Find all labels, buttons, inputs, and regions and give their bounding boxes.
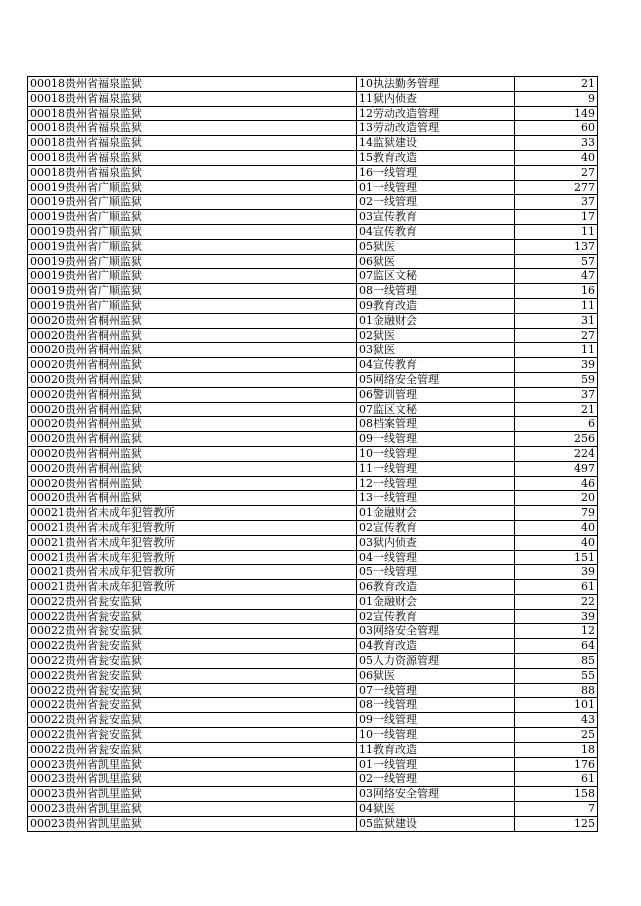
- count-cell: 33: [515, 136, 598, 151]
- table-row: [28, 550, 598, 565]
- table-body: [28, 77, 598, 832]
- unit-cell: 00019贵州省广顺监狱: [28, 254, 357, 269]
- post-cell: 07监区文秘: [357, 402, 515, 417]
- post-cell: 04狱医: [357, 802, 515, 817]
- unit-cell: 00020贵州省桐州监狱: [28, 402, 357, 417]
- table-row: [28, 358, 598, 373]
- table-row: [28, 180, 598, 195]
- table-row: [28, 417, 598, 432]
- unit-cell: 00020贵州省桐州监狱: [28, 461, 357, 476]
- count-cell: 17: [515, 210, 598, 225]
- unit-cell: 00020贵州省桐州监狱: [28, 476, 357, 491]
- count-cell: 39: [515, 609, 598, 624]
- post-cell: 15教育改造: [357, 150, 515, 165]
- table-row: [28, 343, 598, 358]
- unit-cell: 00018贵州省福泉监狱: [28, 91, 357, 106]
- count-cell: 158: [515, 787, 598, 802]
- post-cell: 08一线管理: [357, 698, 515, 713]
- unit-cell: 00018贵州省福泉监狱: [28, 106, 357, 121]
- unit-cell: 00019贵州省广顺监狱: [28, 298, 357, 313]
- table-row: [28, 787, 598, 802]
- table-row: [28, 461, 598, 476]
- count-cell: 39: [515, 358, 598, 373]
- table-row: [28, 372, 598, 387]
- count-cell: 497: [515, 461, 598, 476]
- post-cell: 01金融财会: [357, 594, 515, 609]
- count-cell: 137: [515, 239, 598, 254]
- table-row: [28, 742, 598, 757]
- post-cell: 03网络安全管理: [357, 624, 515, 639]
- count-cell: 176: [515, 757, 598, 772]
- unit-cell: 00018贵州省福泉监狱: [28, 121, 357, 136]
- post-cell: 03狱内侦查: [357, 535, 515, 550]
- unit-cell: 00022贵州省瓮安监狱: [28, 624, 357, 639]
- post-cell: 06警训管理: [357, 387, 515, 402]
- unit-cell: 00019贵州省广顺监狱: [28, 180, 357, 195]
- post-cell: 12一线管理: [357, 476, 515, 491]
- table-row: [28, 476, 598, 491]
- post-cell: 08档案管理: [357, 417, 515, 432]
- post-cell: 04一线管理: [357, 550, 515, 565]
- count-cell: 12: [515, 624, 598, 639]
- post-cell: 07一线管理: [357, 683, 515, 698]
- unit-cell: 00020贵州省桐州监狱: [28, 343, 357, 358]
- post-cell: 04宣传教育: [357, 224, 515, 239]
- table-row: [28, 609, 598, 624]
- count-cell: 22: [515, 594, 598, 609]
- count-cell: 101: [515, 698, 598, 713]
- count-cell: 64: [515, 639, 598, 654]
- unit-cell: 00020贵州省桐州监狱: [28, 387, 357, 402]
- count-cell: 125: [515, 816, 598, 831]
- table-row: [28, 224, 598, 239]
- unit-cell: 00022贵州省瓮安监狱: [28, 654, 357, 669]
- table-row: [28, 328, 598, 343]
- post-cell: 02狱医: [357, 328, 515, 343]
- count-cell: 37: [515, 387, 598, 402]
- unit-cell: 00023贵州省凯里监狱: [28, 802, 357, 817]
- count-cell: 6: [515, 417, 598, 432]
- table-row: [28, 713, 598, 728]
- table-row: [28, 639, 598, 654]
- post-cell: 05监狱建设: [357, 816, 515, 831]
- count-cell: 57: [515, 254, 598, 269]
- unit-cell: 00019贵州省广顺监狱: [28, 195, 357, 210]
- unit-cell: 00019贵州省广顺监狱: [28, 269, 357, 284]
- post-cell: 10执法勤务管理: [357, 77, 515, 92]
- count-cell: 151: [515, 550, 598, 565]
- post-cell: 09一线管理: [357, 713, 515, 728]
- unit-cell: 00019贵州省广顺监狱: [28, 224, 357, 239]
- table-row: [28, 698, 598, 713]
- unit-cell: 00023贵州省凯里监狱: [28, 772, 357, 787]
- unit-cell: 00020贵州省桐州监狱: [28, 491, 357, 506]
- post-cell: 04宣传教育: [357, 358, 515, 373]
- unit-cell: 00023贵州省凯里监狱: [28, 757, 357, 772]
- unit-cell: 00022贵州省瓮安监狱: [28, 698, 357, 713]
- post-cell: 02宣传教育: [357, 520, 515, 535]
- table-row: [28, 520, 598, 535]
- count-cell: 59: [515, 372, 598, 387]
- count-cell: 60: [515, 121, 598, 136]
- count-cell: 277: [515, 180, 598, 195]
- unit-cell: 00018贵州省福泉监狱: [28, 136, 357, 151]
- count-cell: 20: [515, 491, 598, 506]
- post-cell: 02一线管理: [357, 195, 515, 210]
- count-cell: 11: [515, 298, 598, 313]
- table-row: [28, 269, 598, 284]
- count-cell: 39: [515, 565, 598, 580]
- count-cell: 11: [515, 224, 598, 239]
- table-row: [28, 728, 598, 743]
- post-cell: 03宣传教育: [357, 210, 515, 225]
- unit-cell: 00020贵州省桐州监狱: [28, 446, 357, 461]
- unit-cell: 00022贵州省瓮安监狱: [28, 668, 357, 683]
- unit-cell: 00021贵州省未成年犯管教所: [28, 506, 357, 521]
- table-row: [28, 432, 598, 447]
- table-row: [28, 121, 598, 136]
- count-cell: 7: [515, 802, 598, 817]
- unit-cell: 00018贵州省福泉监狱: [28, 150, 357, 165]
- count-cell: 149: [515, 106, 598, 121]
- post-cell: 11教育改造: [357, 742, 515, 757]
- count-cell: 27: [515, 328, 598, 343]
- count-cell: 40: [515, 535, 598, 550]
- post-cell: 14监狱建设: [357, 136, 515, 151]
- table-row: [28, 284, 598, 299]
- count-cell: 40: [515, 520, 598, 535]
- count-cell: 55: [515, 668, 598, 683]
- post-cell: 04教育改造: [357, 639, 515, 654]
- post-cell: 16一线管理: [357, 165, 515, 180]
- count-cell: 47: [515, 269, 598, 284]
- post-cell: 05一线管理: [357, 565, 515, 580]
- post-cell: 05人力资源管理: [357, 654, 515, 669]
- unit-cell: 00018贵州省福泉监狱: [28, 165, 357, 180]
- unit-cell: 00020贵州省桐州监狱: [28, 417, 357, 432]
- unit-cell: 00019贵州省广顺监狱: [28, 210, 357, 225]
- count-cell: 27: [515, 165, 598, 180]
- table-row: [28, 491, 598, 506]
- table-row: [28, 91, 598, 106]
- count-cell: 61: [515, 580, 598, 595]
- unit-cell: 00020贵州省桐州监狱: [28, 432, 357, 447]
- unit-cell: 00021贵州省未成年犯管教所: [28, 535, 357, 550]
- table-row: [28, 565, 598, 580]
- unit-cell: 00022贵州省瓮安监狱: [28, 728, 357, 743]
- unit-cell: 00018贵州省福泉监狱: [28, 77, 357, 92]
- data-table: [27, 76, 598, 832]
- count-cell: 25: [515, 728, 598, 743]
- table-row: [28, 165, 598, 180]
- unit-cell: 00019贵州省广顺监狱: [28, 284, 357, 299]
- unit-cell: 00022贵州省瓮安监狱: [28, 683, 357, 698]
- count-cell: 61: [515, 772, 598, 787]
- table-row: [28, 210, 598, 225]
- count-cell: 256: [515, 432, 598, 447]
- unit-cell: 00020贵州省桐州监狱: [28, 313, 357, 328]
- unit-cell: 00022贵州省瓮安监狱: [28, 639, 357, 654]
- post-cell: 06教育改造: [357, 580, 515, 595]
- unit-cell: 00022贵州省瓮安监狱: [28, 609, 357, 624]
- post-cell: 06狱医: [357, 668, 515, 683]
- unit-cell: 00020贵州省桐州监狱: [28, 358, 357, 373]
- table-row: [28, 772, 598, 787]
- post-cell: 11狱内侦查: [357, 91, 515, 106]
- table-row: [28, 313, 598, 328]
- post-cell: 09一线管理: [357, 432, 515, 447]
- table-row: [28, 757, 598, 772]
- unit-cell: 00023贵州省凯里监狱: [28, 787, 357, 802]
- table-row: [28, 624, 598, 639]
- post-cell: 13一线管理: [357, 491, 515, 506]
- post-cell: 08一线管理: [357, 284, 515, 299]
- table-row: [28, 535, 598, 550]
- post-cell: 09教育改造: [357, 298, 515, 313]
- post-cell: 12劳动改造管理: [357, 106, 515, 121]
- table-row: [28, 298, 598, 313]
- post-cell: 07监区文秘: [357, 269, 515, 284]
- unit-cell: 00023贵州省凯里监狱: [28, 816, 357, 831]
- count-cell: 9: [515, 91, 598, 106]
- unit-cell: 00021贵州省未成年犯管教所: [28, 580, 357, 595]
- count-cell: 11: [515, 343, 598, 358]
- count-cell: 31: [515, 313, 598, 328]
- post-cell: 02宣传教育: [357, 609, 515, 624]
- unit-cell: 00019贵州省广顺监狱: [28, 239, 357, 254]
- unit-cell: 00022贵州省瓮安监狱: [28, 594, 357, 609]
- unit-cell: 00021贵州省未成年犯管教所: [28, 520, 357, 535]
- unit-cell: 00021贵州省未成年犯管教所: [28, 550, 357, 565]
- table-row: [28, 254, 598, 269]
- table-row: [28, 506, 598, 521]
- table-row: [28, 816, 598, 831]
- unit-cell: 00021贵州省未成年犯管教所: [28, 565, 357, 580]
- post-cell: 05网络安全管理: [357, 372, 515, 387]
- table-row: [28, 446, 598, 461]
- unit-cell: 00020贵州省桐州监狱: [28, 372, 357, 387]
- unit-cell: 00022贵州省瓮安监狱: [28, 713, 357, 728]
- count-cell: 85: [515, 654, 598, 669]
- count-cell: 21: [515, 402, 598, 417]
- post-cell: 10一线管理: [357, 728, 515, 743]
- count-cell: 40: [515, 150, 598, 165]
- table-row: [28, 802, 598, 817]
- count-cell: 79: [515, 506, 598, 521]
- table-row: [28, 136, 598, 151]
- count-cell: 16: [515, 284, 598, 299]
- count-cell: 18: [515, 742, 598, 757]
- count-cell: 43: [515, 713, 598, 728]
- table-row: [28, 683, 598, 698]
- table-row: [28, 106, 598, 121]
- count-cell: 21: [515, 77, 598, 92]
- post-cell: 01金融财会: [357, 313, 515, 328]
- post-cell: 03网络安全管理: [357, 787, 515, 802]
- table-row: [28, 580, 598, 595]
- table-row: [28, 387, 598, 402]
- post-cell: 01一线管理: [357, 180, 515, 195]
- post-cell: 01金融财会: [357, 506, 515, 521]
- post-cell: 13劳动改造管理: [357, 121, 515, 136]
- post-cell: 02一线管理: [357, 772, 515, 787]
- count-cell: 37: [515, 195, 598, 210]
- table-row: [28, 668, 598, 683]
- unit-cell: 00020贵州省桐州监狱: [28, 328, 357, 343]
- table-row: [28, 594, 598, 609]
- post-cell: 03狱医: [357, 343, 515, 358]
- post-cell: 10一线管理: [357, 446, 515, 461]
- post-cell: 05狱医: [357, 239, 515, 254]
- post-cell: 11一线管理: [357, 461, 515, 476]
- count-cell: 88: [515, 683, 598, 698]
- table-row: [28, 77, 598, 92]
- count-cell: 224: [515, 446, 598, 461]
- table-row: [28, 195, 598, 210]
- table-row: [28, 239, 598, 254]
- unit-cell: 00022贵州省瓮安监狱: [28, 742, 357, 757]
- count-cell: 46: [515, 476, 598, 491]
- post-cell: 06狱医: [357, 254, 515, 269]
- post-cell: 01一线管理: [357, 757, 515, 772]
- table-row: [28, 150, 598, 165]
- table-row: [28, 654, 598, 669]
- table-row: [28, 402, 598, 417]
